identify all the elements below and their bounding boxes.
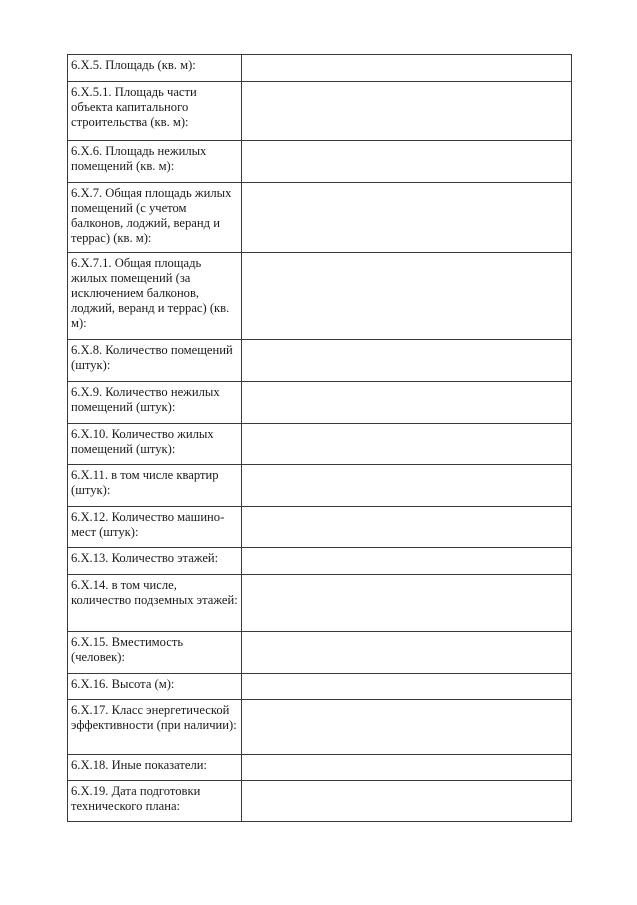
row-label-cell [68, 548, 242, 575]
row-label: 6.X.19. Дата подготовки технического плана: [71, 784, 201, 813]
row-value-cell[interactable] [242, 674, 572, 700]
table-row [68, 82, 572, 141]
row-value-cell[interactable] [242, 548, 572, 575]
row-label-cell [68, 755, 242, 781]
row-label: 6.X.7.1. Общая площадь жилых помещений (за исключением балконов, лоджий, веранд и террас) (кв. м): [71, 256, 230, 330]
table-row [68, 575, 572, 632]
row-label: 6.X.5.1. Площадь части объекта капитального строительства (кв. м): [71, 85, 197, 129]
table-row [68, 781, 572, 822]
row-label: 6.X.12. Количество машино-мест (штук): [71, 510, 225, 539]
row-value-cell[interactable] [242, 781, 572, 822]
table-row [68, 340, 572, 382]
table-row [68, 183, 572, 253]
row-label-cell [68, 507, 242, 548]
row-value-cell[interactable] [242, 141, 572, 183]
row-value-cell[interactable] [242, 55, 572, 82]
row-label: 6.X.11. в том числе квартир (штук): [71, 468, 219, 497]
row-label: 6.X.6. Площадь нежилых помещений (кв. м): [71, 144, 207, 173]
row-label: 6.X.16. Высота (м): [71, 677, 175, 691]
table-row [68, 548, 572, 575]
table-row [68, 674, 572, 700]
row-label-cell [68, 781, 242, 822]
table-row [68, 465, 572, 507]
row-label: 6.X.10. Количество жилых помещений (штук): [71, 427, 214, 456]
row-label-cell [68, 55, 242, 82]
technical-plan-form-table [67, 54, 572, 822]
row-label-cell [68, 253, 242, 340]
table-row [68, 382, 572, 424]
row-value-cell[interactable] [242, 755, 572, 781]
row-label: 6.X.17. Класс энергетической эффективности (при наличии): [71, 703, 237, 732]
row-label-cell [68, 632, 242, 674]
row-label: 6.X.14. в том числе, количество подземных этажей: [71, 578, 238, 607]
table-row [68, 55, 572, 82]
table-row [68, 424, 572, 465]
table-row [68, 755, 572, 781]
row-label: 6.X.18. Иные показатели: [71, 758, 208, 772]
row-value-cell[interactable] [242, 575, 572, 632]
row-label-cell [68, 141, 242, 183]
row-label-cell [68, 674, 242, 700]
row-label: 6.X.9. Количество нежилых помещений (штук): [71, 385, 220, 414]
table-row [68, 700, 572, 755]
row-value-cell[interactable] [242, 424, 572, 465]
row-value-cell[interactable] [242, 507, 572, 548]
row-value-cell[interactable] [242, 340, 572, 382]
row-value-cell[interactable] [242, 465, 572, 507]
row-label-cell [68, 700, 242, 755]
row-label: 6.X.8. Количество помещений (штук): [71, 343, 233, 372]
row-label-cell [68, 424, 242, 465]
row-label: 6.X.5. Площадь (кв. м): [71, 58, 196, 72]
row-value-cell[interactable] [242, 253, 572, 340]
row-label-cell [68, 575, 242, 632]
row-value-cell[interactable] [242, 382, 572, 424]
table-row [68, 507, 572, 548]
row-label-cell [68, 465, 242, 507]
row-value-cell[interactable] [242, 632, 572, 674]
row-value-cell[interactable] [242, 183, 572, 253]
row-label: 6.X.13. Количество этажей: [71, 551, 219, 565]
row-label-cell [68, 382, 242, 424]
table-row [68, 253, 572, 340]
table-row [68, 141, 572, 183]
table-row [68, 632, 572, 674]
row-label-cell [68, 340, 242, 382]
row-label: 6.X.15. Вместимость (человек): [71, 635, 184, 664]
row-label: 6.X.7. Общая площадь жилых помещений (с учетом балконов, лоджий, веранд и террас) (кв. м): [71, 186, 232, 245]
row-label-cell [68, 82, 242, 141]
row-value-cell[interactable] [242, 82, 572, 141]
row-value-cell[interactable] [242, 700, 572, 755]
row-label-cell [68, 183, 242, 253]
